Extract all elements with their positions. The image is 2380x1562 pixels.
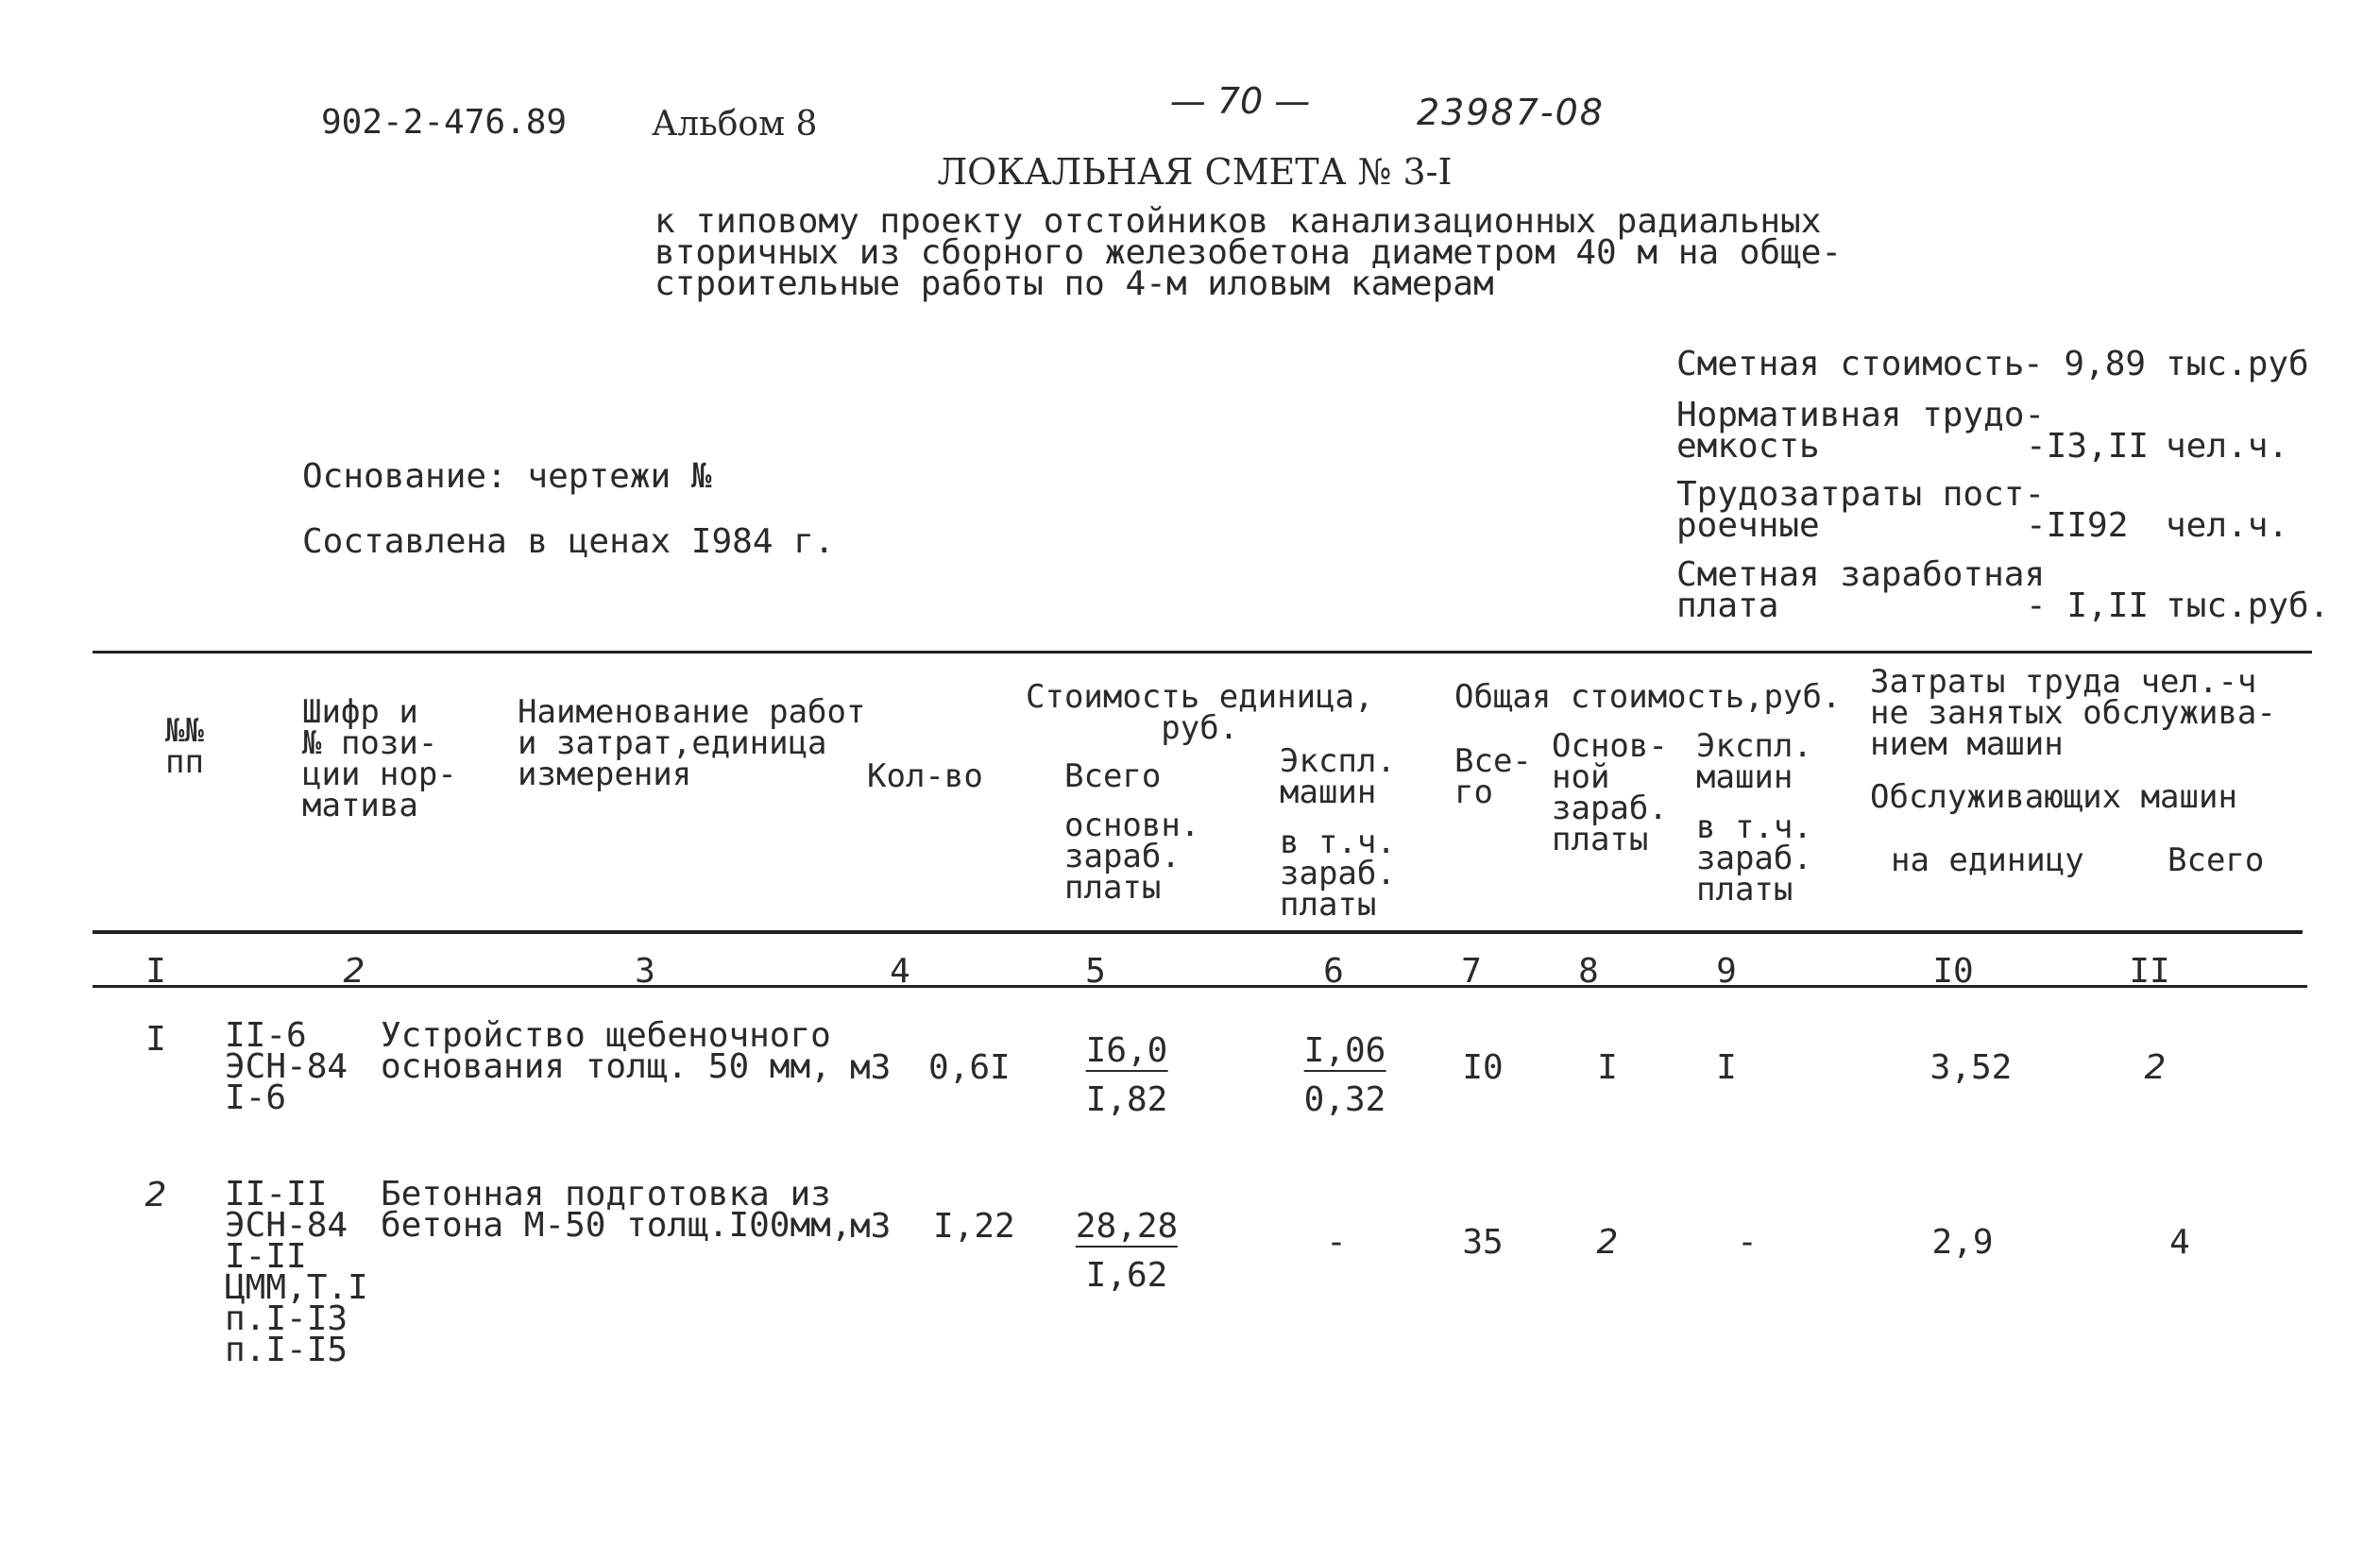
header-code: Шифр и № пози- ции нор- матива: [302, 693, 457, 824]
row-cost-wage: I,82: [1085, 1080, 1168, 1119]
doc-code: 902-2-476.89: [321, 103, 568, 142]
header-labor-total: Всего: [2168, 841, 2265, 879]
column-number: 8: [1578, 952, 1599, 991]
summary-label-site-labor-1: Трудозатраты пост-: [1676, 475, 2046, 514]
header-row-number: №№ пп: [165, 712, 204, 781]
header-total-machine-wage: в т.ч. зараб. платы: [1696, 808, 1812, 908]
row-number: I: [145, 1020, 166, 1059]
header-total-wage: Основ- ной зараб. платы: [1552, 727, 1668, 858]
row-total-machine: I: [1716, 1048, 1737, 1087]
row-labor-total: 4: [2169, 1223, 2190, 1262]
row-name: Бетонная подготовка из бетона М-50 толщ.I00мм,: [381, 1175, 852, 1245]
row-machine-total: I,06: [1303, 1031, 1386, 1070]
column-number: 3: [635, 952, 655, 991]
header-labor-unit: на единицу: [1891, 841, 2084, 879]
header-total: Все- го: [1454, 742, 1532, 811]
archive-number: 23987-08: [1417, 92, 1605, 133]
summary-value-estimated-cost: - 9,89: [2023, 345, 2147, 383]
table-header-rule: [93, 930, 2303, 934]
header-cost-wage: основн. зараб. платы: [1064, 806, 1200, 907]
row-unit: м3: [850, 1048, 892, 1087]
subtitle-line-2: вторичных из сборного железобетона диаметром 40 м на обще-: [654, 233, 1843, 272]
column-number: 9: [1716, 952, 1737, 991]
row-total-wage: 2: [1596, 1223, 1619, 1262]
header-quantity: Кол-во: [867, 757, 983, 795]
column-number: 6: [1323, 952, 1344, 991]
summary-value-wages: - I,II: [2026, 586, 2150, 625]
row-labor-total: 2: [2144, 1048, 2167, 1087]
column-number: I0: [1932, 952, 1974, 991]
estimate-title: ЛОКАЛЬНАЯ СМЕТА № 3-I: [937, 151, 1453, 193]
summary-label-normative-labor-2: емкость: [1676, 427, 1820, 466]
row-total: 35: [1462, 1223, 1504, 1262]
row-unit: м3: [850, 1207, 892, 1246]
column-number: 7: [1461, 952, 1482, 991]
album-label: Альбом 8: [652, 105, 818, 144]
subtitle-line-3: строительные работы по 4-м иловым камерам: [654, 264, 1494, 303]
header-machine-cost: Экспл. машин: [1280, 742, 1396, 811]
basis-prices: Составлена в ценах I984 г.: [302, 522, 835, 561]
row-total-wage: I: [1597, 1048, 1618, 1087]
page-number: — 70 —: [1169, 80, 1311, 122]
header-labor-group: Затраты труда чел.-ч не занятых обслужива- нием машин: [1870, 663, 2276, 763]
row-number: 2: [144, 1176, 167, 1214]
column-number: I: [145, 952, 166, 991]
row-labor-unit: 2,9: [1931, 1223, 1994, 1262]
header-unit-cost-group: Стоимость единица, руб.: [1026, 678, 1374, 747]
summary-label-site-labor-2: роечные: [1676, 506, 1820, 545]
header-total-machine: Экспл. машин: [1696, 727, 1812, 796]
row-cost-total: I6,0: [1085, 1031, 1168, 1070]
row-labor-unit: 3,52: [1930, 1048, 2013, 1087]
column-number: 5: [1085, 952, 1106, 991]
column-number: 4: [890, 952, 910, 991]
summary-label-wages-1: Сметная заработная: [1676, 555, 2046, 594]
summary-unit-estimated-cost: тыс.руб: [2166, 345, 2309, 383]
header-name: Наименование работ и затрат,единица измерения: [518, 693, 866, 793]
header-total-cost-group: Общая стоимость,руб.: [1454, 678, 1842, 716]
summary-unit-wages: тыс.руб.: [2166, 586, 2330, 625]
table-top-rule: [93, 651, 2312, 654]
header-cost-total: Всего: [1064, 757, 1162, 795]
summary-value-normative-labor: -I3,II: [2026, 427, 2150, 466]
row-code: II-II ЭСН-84 I-II ЦММ,Т.I п.I-I3 п.I-I5: [225, 1175, 368, 1369]
row-total: I0: [1462, 1048, 1504, 1087]
row-total-machine: -: [1737, 1223, 1758, 1262]
header-labor-sub: Обслуживающих машин: [1870, 778, 2237, 816]
column-number: II: [2129, 952, 2170, 991]
summary-label-wages-2: плата: [1676, 586, 1779, 625]
row-machine-total: -: [1326, 1223, 1347, 1262]
row-code: II-6 ЭСН-84 I-6: [225, 1016, 348, 1117]
summary-unit-normative-labor: чел.ч.: [2166, 427, 2289, 466]
summary-value-site-labor: -II92: [2026, 506, 2129, 545]
row-name: Устройство щебеночного основания толщ. 50 мм,: [381, 1016, 831, 1086]
header-machine-wage: в т.ч. зараб. платы: [1280, 823, 1396, 924]
row-quantity: 0,6I: [928, 1048, 1011, 1087]
basis-drawings: Основание: чертежи №: [302, 457, 712, 496]
row-machine-wage: 0,32: [1303, 1080, 1386, 1119]
summary-label-normative-labor-1: Нормативная трудо-: [1676, 396, 2046, 434]
column-number-rule: [93, 985, 2307, 988]
summary-label-estimated-cost: Сметная стоимость: [1676, 345, 2025, 383]
row-quantity: I,22: [933, 1207, 1015, 1246]
row-cost-wage: I,62: [1085, 1256, 1168, 1295]
column-number: 2: [343, 952, 366, 991]
subtitle-line-1: к типовому проекту отстойников канализационных радиальных: [654, 202, 1822, 241]
summary-unit-site-labor: чел.ч.: [2166, 506, 2289, 545]
row-cost-total: 28,28: [1075, 1207, 1179, 1246]
